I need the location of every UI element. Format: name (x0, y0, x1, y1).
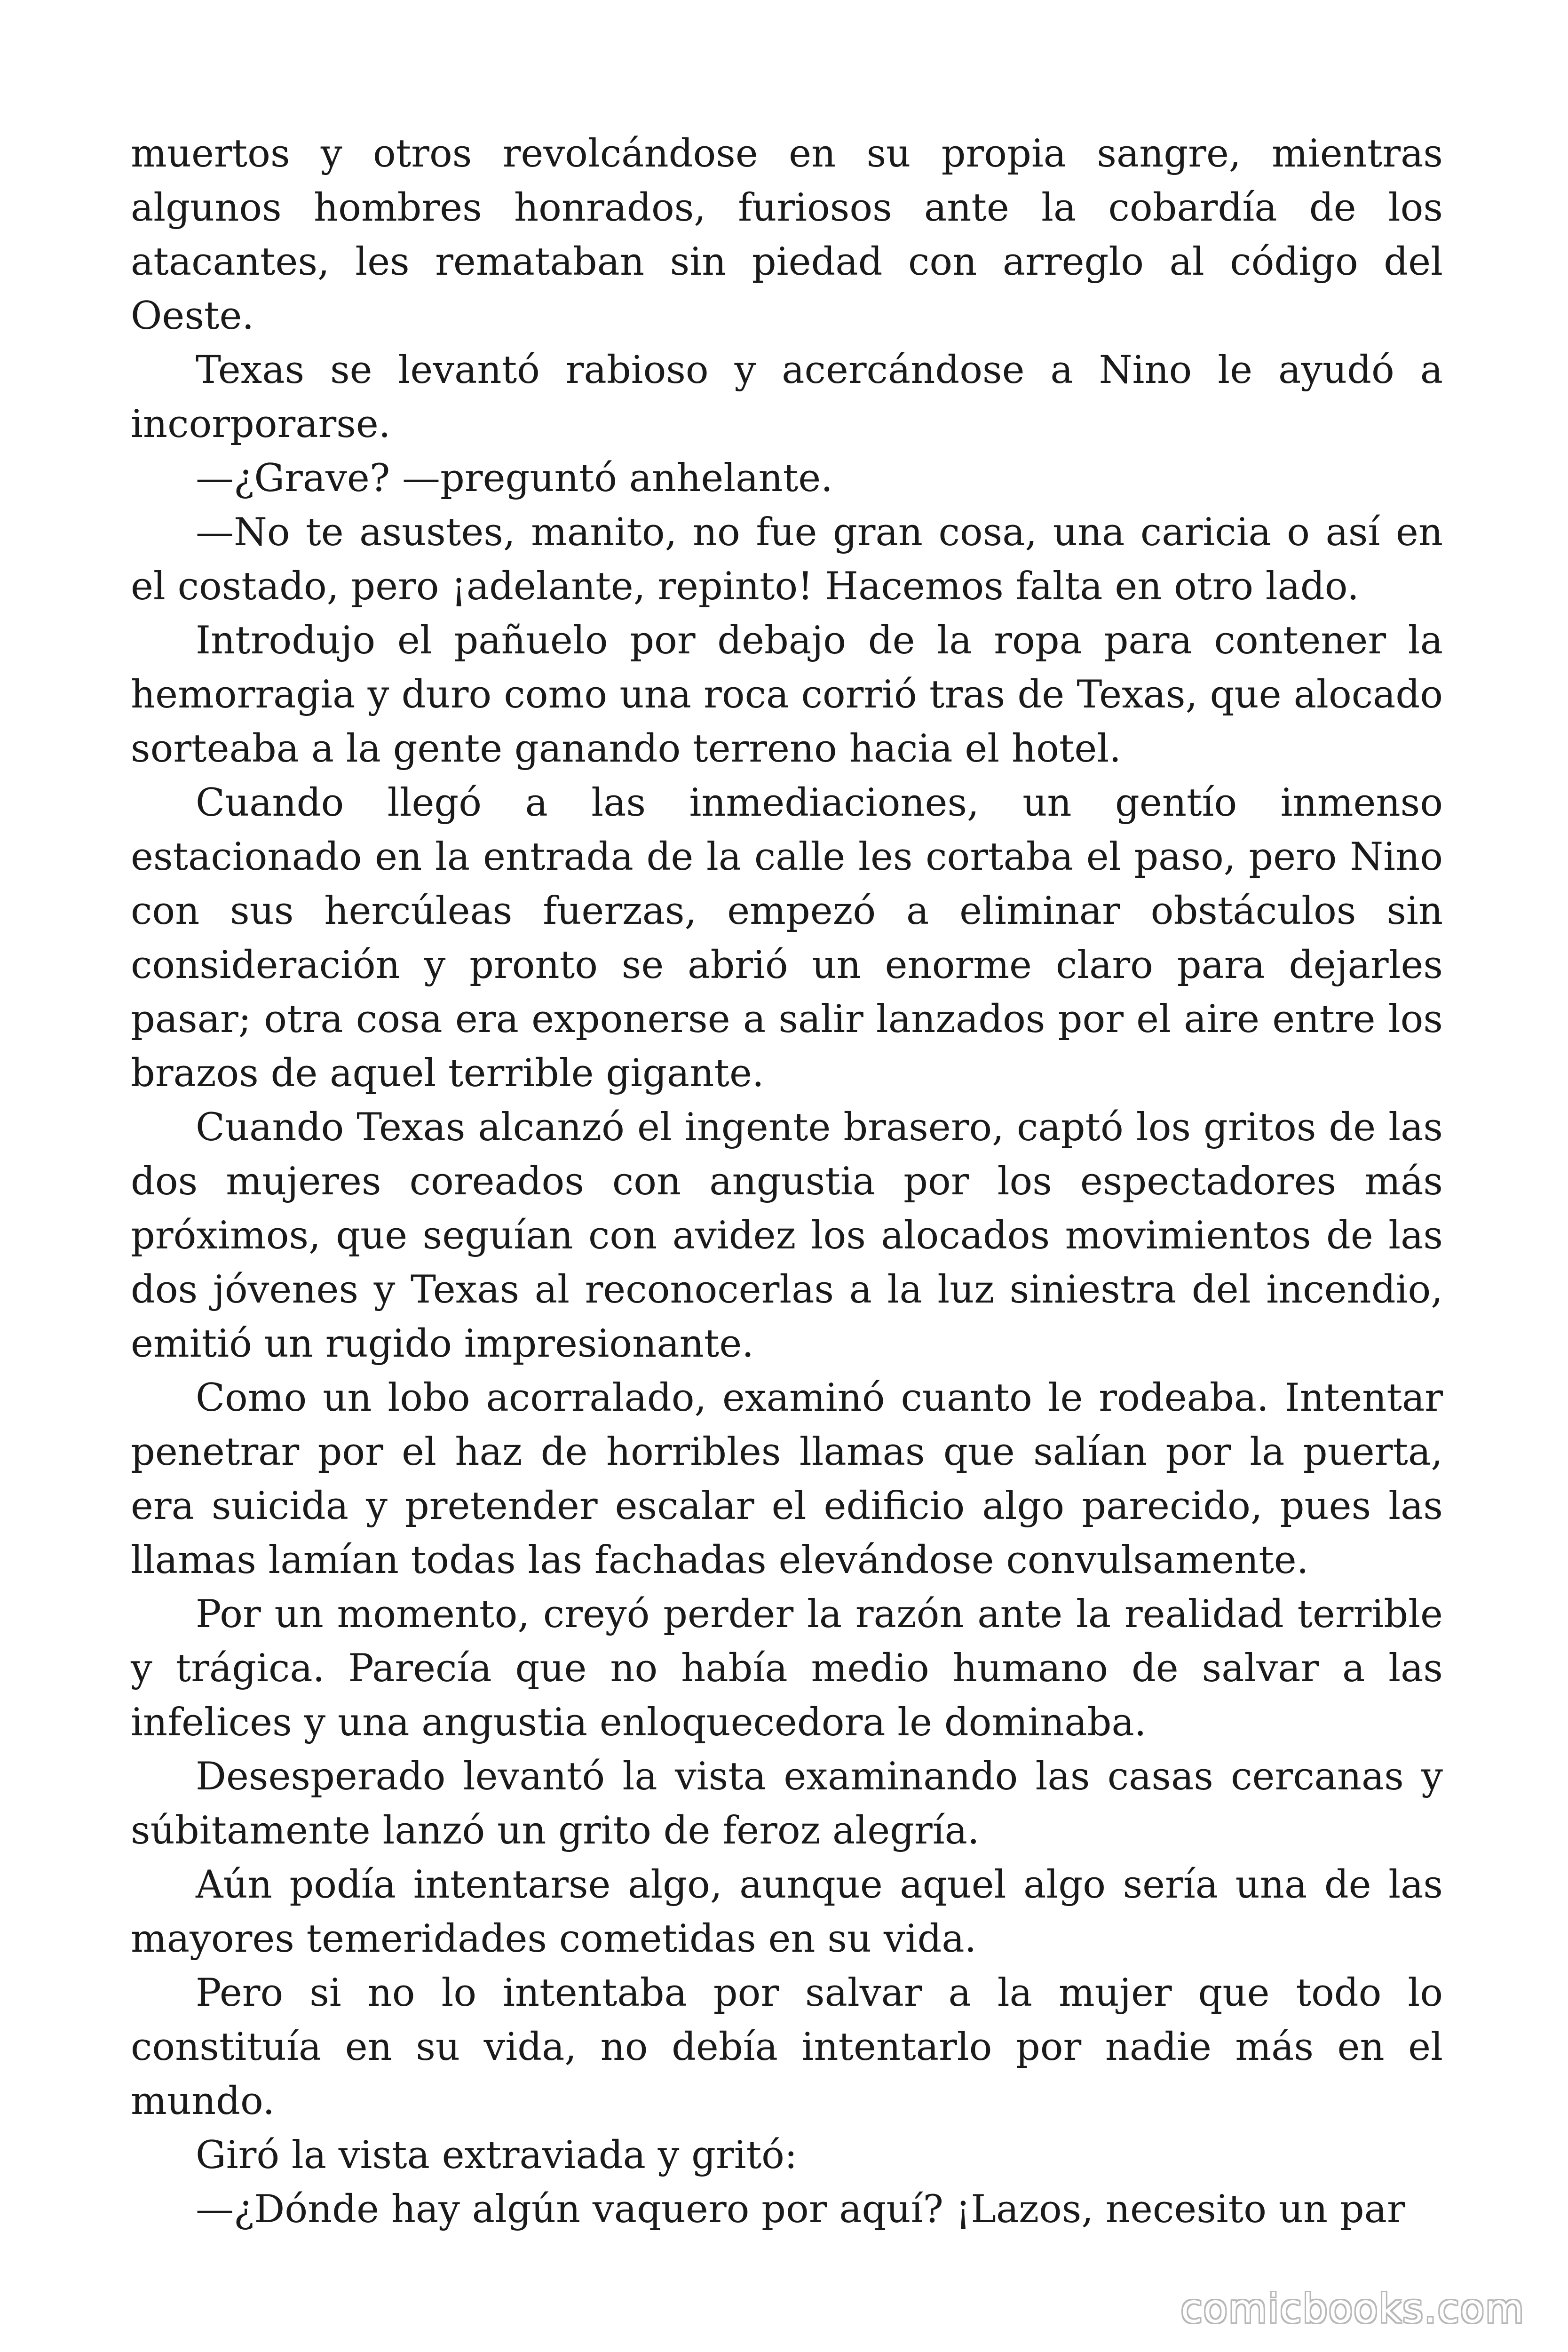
watermark: comicbooks.com (1180, 2286, 1525, 2332)
dialogue-line: —¿Grave? —preguntó anhelante. (196, 456, 833, 501)
paragraph: Texas se levantó rabioso y acercándose a Nino le ayudó a incorporarse. (131, 348, 1443, 446)
paragraph: Aún podía intentarse algo, aunque aquel algo sería una de las mayores temeridades cometidas en su vida. (131, 1863, 1443, 1961)
body-text (131, 127, 1443, 2237)
paragraph: Pero si no lo intentaba por salvar a la mujer que todo lo constituía en su vida, no debía intentarlo por nadie más en el mundo. (131, 1971, 1443, 2123)
paragraph: Desesperado levantó la vista examinando las casas cercanas y súbitamente lanzó un grito de feroz alegría. (131, 1755, 1443, 1853)
dialogue-line: —No te asustes, manito, no fue gran cosa, una caricia o así en el costado, pero ¡adelante, repinto! Hacemos falta en otro lado. (131, 510, 1443, 609)
paragraph: Cuando Texas alcanzó el ingente brasero, captó los gritos de las dos mujeres coreados con angustia por los espectadores más próximos, que seguían con avidez los alocados movimientos de las dos jóvenes y Texas al reconocerlas a la luz siniestra del incendio, emitió un rugido impresionante. (131, 1105, 1443, 1366)
paragraph-continued: muertos y otros revolcándose en su propia sangre, mientras algunos hombres honrados, furiosos ante la cobardía de los atacantes, les remataban sin piedad con arreglo al código del Oeste. (131, 132, 1443, 338)
paragraph: Cuando llegó a las inmediaciones, un gentío inmenso estacionado en la entrada de la calle les cortaba el paso, pero Nino con sus hercúleas fuerzas, empezó a eliminar obstáculos sin consideración y pronto se abrió un enorme claro para dejarles pasar; otra cosa era exponerse a salir lanzados por el aire entre los brazos de aquel terrible gigante. (131, 781, 1443, 1096)
dialogue-line: —¿Dónde hay algún vaquero por aquí? ¡Lazos, necesito un par (196, 2187, 1405, 2232)
paragraph: Introdujo el pañuelo por debajo de la ropa para contener la hemorragia y duro como una roca corrió tras de Texas, que alocado sorteaba a la gente ganando terreno hacia el hotel. (131, 619, 1443, 771)
paragraph: Giró la vista extraviada y gritó: (196, 2133, 798, 2177)
paragraph: Como un lobo acorralado, examinó cuanto le rodeaba. Intentar penetrar por el haz de horribles llamas que salían por la puerta, era suicida y pretender escalar el edificio algo parecido, pues las llamas lamían todas las fachadas elevándose convulsamente. (131, 1376, 1443, 1582)
paragraph: Por un momento, creyó perder la razón ante la realidad terrible y trágica. Parecía que no había medio humano de salvar a las infelices y una angustia enloquecedora le dominaba. (131, 1592, 1443, 1745)
